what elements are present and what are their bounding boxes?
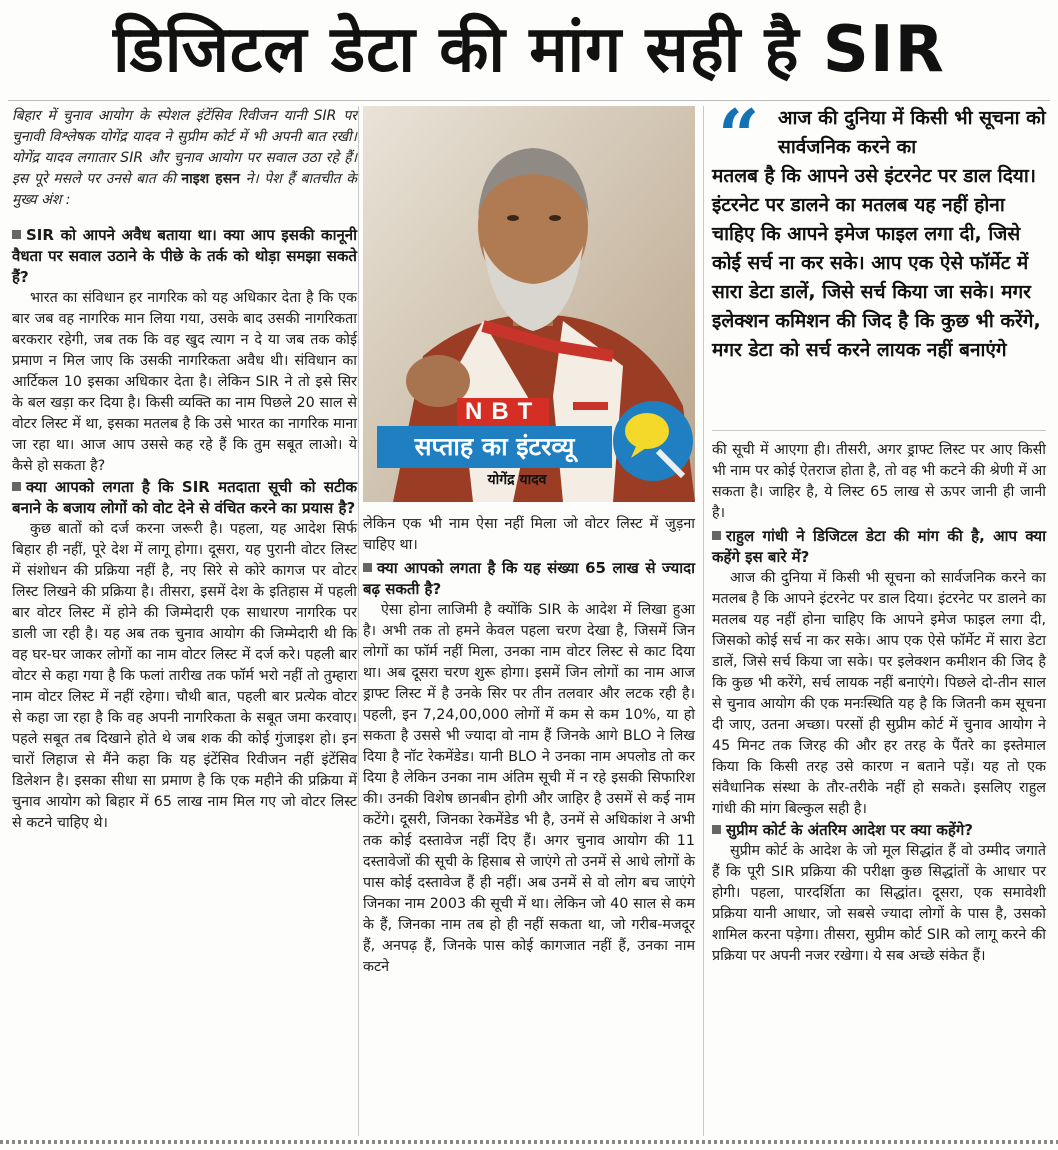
badge-title-box	[377, 426, 612, 468]
interview-badge	[377, 398, 637, 492]
nbt-logo	[457, 398, 549, 426]
question-3-text: क्या आपको लगता है कि यह संख्या 65 लाख से ज्यादा बढ़ सकती है?	[363, 559, 695, 598]
speech-bubble-icon	[603, 396, 693, 486]
badge-title: सप्ताह का इंटरव्यू	[414, 432, 575, 461]
column-2	[363, 514, 695, 978]
question-5	[712, 820, 1046, 841]
answer-1: भारत का संविधान हर नागरिक को यह अधिकार देता है कि एक बार जब वह नागरिक मान लिया गया, उसके बाद उसकी नागरिकता बरकरार रहेगी, जब तक कि वह खुद त्याग न दे या जब तक कोई प्रमाण न मिल जाए कि उसकी नागरिकता अवैध थी। संविधान का आर्टिकल 10 इसका अधिकार देता है। लेकिन SIR ने तो इसे सिर के बल खड़ा कर दिया है। किसी व्यक्ति का नाम पिछले 20 साल से वोटर लिस्ट में था, इसका मतलब है कि उसे भारत का नागरिक माना जा रहा था। आज आप उससे कह रहे हैं कि तुम सबूत लाओ। ये कैसे हो सकता है?	[12, 290, 357, 474]
badge-subject: योगेंद्र यादव	[487, 472, 547, 488]
question-1	[12, 225, 357, 288]
answer-5: सुप्रीम कोर्ट के आदेश के जो मूल सिद्धांत हैं वो उम्मीद जगाते हैं कि पूरी SIR प्रक्रिया की परीक्षा कुछ सिद्धांतों के आधार पर होगी। पहला, पारदर्शिता का सिद्धांत। दूसरा, एक समावेशी प्रक्रिया यानी आधार, जो सबसे ज्यादा लोगों के पास है, उसको शामिल करना पड़ेगा। तीसरा, सुप्रीम कोर्ट SIR को लागू करने की प्रक्रिया पर अपनी नजर रखेगा। ये सब अच्छे संकेत हैं।	[712, 843, 1046, 964]
bullet-square-icon	[12, 230, 21, 239]
pull-quote-text: मतलब है कि आपने उसे इंटरनेट पर डाल दिया। इंटरनेट पर डालने का मतलब यह नहीं होना चाहिए कि आपने इमेज फाइल लगा दी, जिसे कोई सर्च ना कर सके। आप एक ऐसे फॉर्मेट में सारा डेटा डालें, जिसे सर्च किया जा सके। मगर इलेक्शन कमिशन की जिद है कि कुछ भी करेंगे, मगर डेटा को सर्च करने लायक नहीं बनाएंगे	[712, 165, 1041, 361]
answer-2-continued: लेकिन एक भी नाम ऐसा नहीं मिला जो वोटर लिस्ट में जुड़ना चाहिए था।	[363, 516, 695, 553]
pull-quote-first-line: आज की दुनिया में किसी भी सूचना को सार्वजनिक करने का	[778, 107, 1046, 158]
pull-quote	[712, 93, 1046, 365]
answer-3: ऐसा होना लाजिमी है क्योंकि SIR के आदेश में लिखा हुआ है। अभी तक तो हमने केवल पहला चरण देखा है, जिसमें जिन लोगों का फॉर्म नहीं मिला, उनका नाम वोटर लिस्ट से काट दिया था। अब दूसरा चरण शुरू होगा। इसमें जिन लोगों का नाम आज ड्राफ्ट लिस्ट में है उनके सिर पर तीन तलवार और लटक रही है। पहली, इन 7,24,00,000 लोगों में कम से कम 10%, या हो सकता है उससे भी ज्यादा वो नाम हैं जिनके आगे BLO ने लिख दिया है नॉट रेकमेंडेड। यानी BLO ने उनका नाम अपलोड तो कर दिया है लेकिन उनका नाम अंतिम सूची में न रहे इसकी सिफारिश की। उनकी विशेष छानबीन होगी और जाहिर है उसमें से कई नाम कटेंगे। दूसरी, जिनका रेकमेंडेड भी है, उनमें से अधिकांश ने अभी तक कोई दस्तावेज नहीं दिए हैं। अगर चुनाव आयोग की 11 दस्तावेजों की सूची के हिसाब से जाएंगे तो उनमें से आधे लोगों के पास कोई दस्तावेज हैं ही नहीं। अब उनमें से वो लोग बच जाएंगे जिनका नाम 2003 की सूची में था। लेकिन जो 40 साल से कम के हैं, जिनका नाम तब हो ही नहीं सकता था, जो गरीब-मजदूर हैं, अनपढ़ हैं, जिनके पास कोई कागजात नहीं हैं, उनका नाम कटने	[363, 602, 695, 975]
intro-text-after: ने। पेश हैं बातचीत के मुख्य अंश :	[12, 171, 357, 208]
bullet-square-icon	[12, 482, 21, 491]
question-2	[12, 477, 357, 519]
quote-mark-icon: “	[718, 93, 760, 178]
pull-quote-rule	[712, 430, 1046, 431]
intro-text-before: बिहार में चुनाव आयोग के स्पेशल इंटेंसिव रिवीजन यानी SIR पर चुनावी विश्लेषक योगेंद्र यादव ने सुप्रीम कोर्ट में भी अपनी बात रखी। योगेंद्र यादव लगातार SIR और चुनाव आयोग पर सवाल उठा रहे हैं। इस पूरे मसले पर उनसे बात की	[12, 108, 357, 187]
photo-yogendra-yadav	[363, 106, 695, 502]
column-divider-1	[358, 106, 359, 1136]
intro-paragraph	[12, 106, 357, 211]
answer-3-continued: की सूची में आएगा ही। तीसरी, अगर ड्राफ्ट लिस्ट पर आए किसी भी नाम पर कोई ऐतराज होता है, तो वह भी कटने की श्रेणी में आ सकता है। जाहिर है, ये लिस्ट 65 लाख से ऊपर जानी ही जानी है।	[712, 442, 1047, 521]
answer-2: कुछ बातों को दर्ज करना जरूरी है। पहला, यह आदेश सिर्फ बिहार ही नहीं, पूरे देश में लागू होगा। दूसरा, यह पुरानी वोटर लिस्ट में संशोधन की प्रक्रिया नहीं है, नए सिरे से कोरे कागज पर वोटर लिस्ट लिखने की प्रक्रिया है। तीसरा, इसमें देश के इतिहास में पहली बार वोटर लिस्ट में होने की जिम्मेदारी एक साधारण नागरिक पर डाली जा रही है। यह अब तक चुनाव आयोग की जिम्मेदारी थी कि वह घर-घर जाकर लोगों का नाम वोटर लिस्ट में दर्ज करे। पहली बार वोटर से कहा गया है कि फलां तारीख तक फॉर्म भरो नहीं तो तुम्हारा नाम वोटर लिस्ट में नहीं रहेगा। चौथी बात, पहली बार प्रत्येक वोटर से कहा जा रहा है कि वह अपनी नागरिकता के सबूत जमा करवाए। पहले सबूत तब दिखाने होते थे जब शक की कोई गुंजाइश हो। इन चारों लिहाज से मैंने कहा कि यह इंटेंसिव रिवीजन नहीं इंटेंसिव डिलेशन है। इसका सीधा सा प्रमाण है कि एक महीने की प्रक्रिया में चुनाव आयोग को बिहार में 65 लाख नाम मिल गए जो वोटर लिस्ट से कटने चाहिए थे।	[12, 521, 357, 831]
question-2-text: क्या आपको लगता है कि SIR मतदाता सूची को सटीक बनाने के बजाय लोगों को वोट देने से वंचित करने का प्रयास है?	[12, 478, 357, 517]
column-1	[12, 106, 357, 834]
column-3	[712, 440, 1046, 967]
question-1-text: SIR को आपने अवैध बताया था। क्या आप इसकी कानूनी वैधता पर सवाल उठाने के पीछे के तर्क को थोड़ा समझा सकते हैं?	[12, 226, 357, 286]
headline: डिजिटल डेटा की मांग सही है SIR	[113, 13, 945, 87]
interviewer-name: नाइश हसन	[181, 171, 240, 187]
bullet-square-icon	[712, 825, 721, 834]
question-3	[363, 558, 695, 600]
question-4-text: राहुल गांधी ने डिजिटल डेटा की मांग की है, आप क्या कहेंगे इस बारे में?	[712, 527, 1046, 566]
column-divider-2	[703, 106, 704, 1136]
answer-4: आज की दुनिया में किसी भी सूचना को सार्वजनिक करने का मतलब है कि आपने इंटरनेट पर डाल दिया। इंटरनेट पर डालने का मतलब यह नहीं होना चाहिए कि आपने इमेज फाइल लगा दी, जिसको कोई सर्च ना कर सके। आप एक ऐसे फॉर्मेट में सारा डेटा डालें, जिसे सर्च किया जा सके। पर इलेक्शन कमीशन की जिद है कि कुछ भी करेंगे, सर्च लायक नहीं बनाएंगे। पिछले दो-तीन साल से चुनाव आयोग की एक मनःस्थिति यह है कि जितनी कम सूचना दी जाए, उतना अच्छा। परसों ही सुप्रीम कोर्ट में चुनाव आयोग ने 45 मिनट तक जिरह की और हर तरह के पैंतरे का इस्तेमाल किया कि किसी तरह उसे कारण न बताने पड़ें। यह तो एक संवैधानिक संस्था के तौर-तरीके नहीं हो सकते। इसलिए राहुल गांधी की मांग बिल्कुल सही है।	[712, 570, 1046, 817]
headline-rule	[8, 100, 1050, 101]
bottom-rule	[0, 1140, 1058, 1144]
nbt-logo-text: NBT	[457, 398, 549, 426]
question-5-text: सुप्रीम कोर्ट के अंतरिम आदेश पर क्या कहेंगे?	[726, 821, 973, 839]
bullet-square-icon	[712, 531, 721, 540]
bullet-square-icon	[363, 563, 372, 572]
question-4	[712, 526, 1046, 568]
